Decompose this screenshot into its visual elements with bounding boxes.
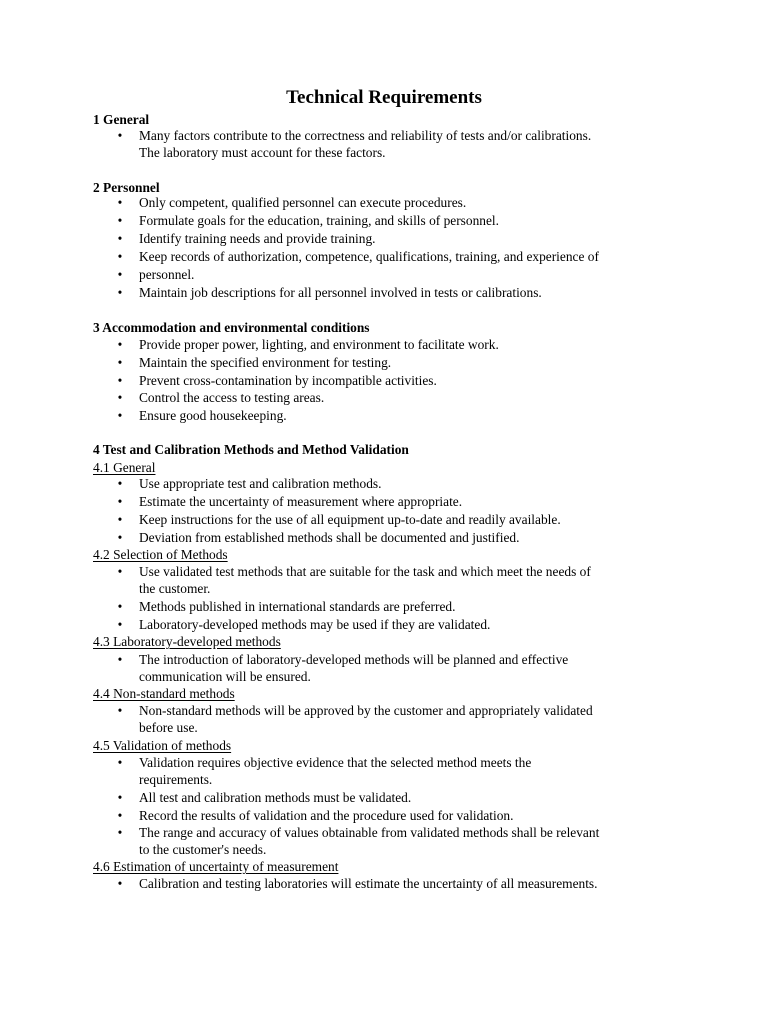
list-item-text: Use appropriate test and calibration methods. xyxy=(139,476,382,491)
bullet-icon: • xyxy=(117,213,123,228)
list-item-text: before use. xyxy=(139,719,198,735)
section-heading: 3 Accommodation and environmental conditions xyxy=(93,320,370,335)
bullet-icon: • xyxy=(117,652,123,667)
list-item xyxy=(93,564,694,597)
list-item xyxy=(93,755,694,788)
bullet-icon: • xyxy=(117,373,123,388)
list-item xyxy=(93,512,694,529)
bullet-icon: • xyxy=(117,825,123,840)
bullet-icon: • xyxy=(117,128,123,143)
list-item xyxy=(93,249,694,266)
list-item-text: The laboratory must account for these factors. xyxy=(139,144,386,160)
list-item xyxy=(93,825,694,858)
bullet-icon: • xyxy=(117,790,123,805)
list-item-text: Many factors contribute to the correctness and reliability of tests and/or calibrations. xyxy=(139,128,592,143)
section-heading: 1 General xyxy=(93,112,150,127)
list-item-text: to the customer's needs. xyxy=(139,841,267,857)
subsection-heading: 4.1 General xyxy=(93,460,156,475)
list-item-text: Prevent cross-contamination by incompatible activities. xyxy=(139,373,437,388)
list-item xyxy=(93,617,694,634)
list-item-text: Laboratory-developed methods may be used if they are validated. xyxy=(139,617,491,632)
bullet-icon: • xyxy=(117,494,123,509)
list-item xyxy=(93,231,694,248)
list-item xyxy=(93,355,694,372)
list-item-text: Calibration and testing laboratories will estimate the uncertainty of all measurements. xyxy=(139,876,598,891)
list-item xyxy=(93,703,694,736)
list-item-text: Provide proper power, lighting, and environment to facilitate work. xyxy=(139,337,499,352)
list-item xyxy=(93,128,694,161)
page-title: Technical Requirements xyxy=(286,87,482,108)
list-item-text: the customer. xyxy=(139,580,211,596)
list-item-text: Estimate the uncertainty of measurement where appropriate. xyxy=(139,494,463,509)
bullet-icon: • xyxy=(117,703,123,718)
list-item xyxy=(93,337,694,354)
bullet-icon: • xyxy=(117,267,123,282)
list-item xyxy=(93,476,694,493)
list-item xyxy=(93,494,694,511)
list-item-text: Ensure good housekeeping. xyxy=(139,408,287,423)
list-item-text: Only competent, qualified personnel can execute procedures. xyxy=(139,195,467,210)
subsection-heading: 4.5 Validation of methods xyxy=(93,738,232,753)
section-heading: 4 Test and Calibration Methods and Method Validation xyxy=(93,442,409,457)
list-item-text: Validation requires objective evidence that the selected method meets the xyxy=(139,755,532,770)
bullet-icon: • xyxy=(117,617,123,632)
list-item-text: Maintain the specified environment for testing. xyxy=(139,355,392,370)
bullet-icon: • xyxy=(117,755,123,770)
list-item xyxy=(93,195,694,212)
list-item-text: Control the access to testing areas. xyxy=(139,390,325,405)
bullet-icon: • xyxy=(117,808,123,823)
bullet-icon: • xyxy=(117,599,123,614)
list-item-text: All test and calibration methods must be validated. xyxy=(139,790,412,805)
list-item-text: Non-standard methods will be approved by the customer and appropriately validated xyxy=(139,703,593,718)
bullet-icon: • xyxy=(117,285,123,300)
bullet-icon: • xyxy=(117,512,123,527)
bullet-icon: • xyxy=(117,530,123,545)
list-item xyxy=(93,213,694,230)
list-item-text: Methods published in international standards are preferred. xyxy=(139,599,456,614)
bullet-icon: • xyxy=(117,408,123,423)
bullet-icon: • xyxy=(117,876,123,891)
list-item-text: Keep instructions for the use of all equipment up-to-date and readily available. xyxy=(139,512,561,527)
subsection-heading: 4.6 Estimation of uncertainty of measurement xyxy=(93,859,339,874)
section-heading: 2 Personnel xyxy=(93,180,160,195)
list-item-text: The introduction of laboratory-developed methods will be planned and effective xyxy=(139,652,569,667)
bullet-icon: • xyxy=(117,337,123,352)
list-item-text: Formulate goals for the education, training, and skills of personnel. xyxy=(139,213,499,228)
list-item-text: communication will be ensured. xyxy=(139,668,311,684)
bullet-icon: • xyxy=(117,249,123,264)
list-item xyxy=(93,285,694,302)
list-item-text: Use validated test methods that are suitable for the task and which meet the needs of xyxy=(139,564,591,579)
subsection-heading: 4.3 Laboratory-developed methods xyxy=(93,634,281,649)
list-item-text: Keep records of authorization, competence, qualifications, training, and experience of xyxy=(139,249,599,264)
list-item-text: Record the results of validation and the procedure used for validation. xyxy=(139,808,514,823)
list-item-text: Identify training needs and provide training. xyxy=(139,231,376,246)
list-item xyxy=(93,390,694,407)
list-item-text: The range and accuracy of values obtainable from validated methods shall be relevant xyxy=(139,825,600,840)
list-item-text: Maintain job descriptions for all personnel involved in tests or calibrations. xyxy=(139,285,542,300)
list-item xyxy=(93,408,694,425)
subsection-heading: 4.4 Non-standard methods xyxy=(93,686,235,701)
list-item xyxy=(93,790,694,807)
bullet-icon: • xyxy=(117,195,123,210)
list-item xyxy=(93,808,694,825)
list-item-text: Deviation from established methods shall be documented and justified. xyxy=(139,530,520,545)
list-item xyxy=(93,530,694,547)
list-item xyxy=(93,876,694,893)
bullet-icon: • xyxy=(117,390,123,405)
bullet-icon: • xyxy=(117,476,123,491)
bullet-icon: • xyxy=(117,231,123,246)
list-item-text: requirements. xyxy=(139,771,213,787)
subsection-heading: 4.2 Selection of Methods xyxy=(93,547,228,562)
list-item-text: personnel. xyxy=(139,267,195,282)
list-item xyxy=(93,267,694,284)
bullet-icon: • xyxy=(117,564,123,579)
list-item xyxy=(93,599,694,616)
list-item xyxy=(93,652,694,685)
list-item xyxy=(93,373,694,390)
bullet-icon: • xyxy=(117,355,123,370)
